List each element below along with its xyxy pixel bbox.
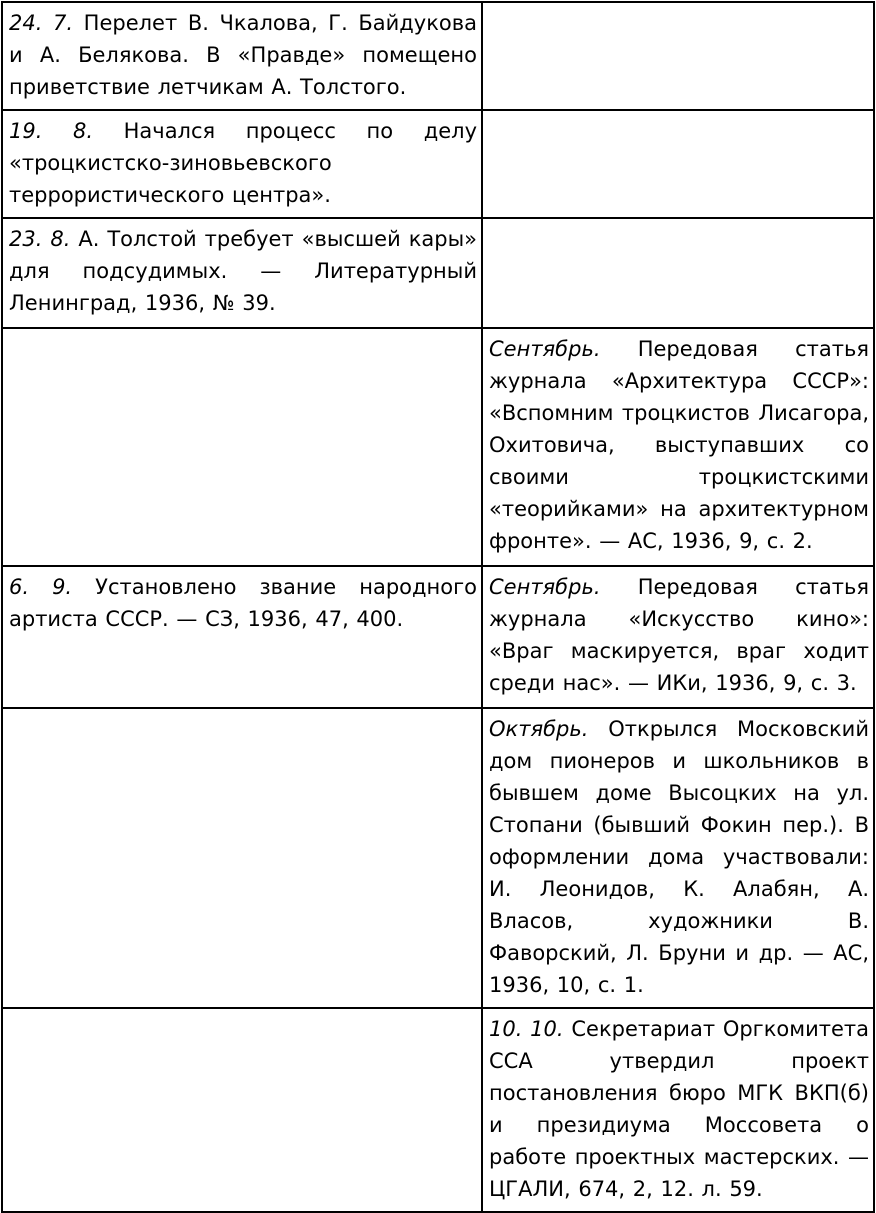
entry-text: Установлено звание народного артиста СССР. — СЗ, 1936, 47, 400. [9,575,477,631]
entry-text: Перелет В. Чкалова, Г. Байдукова и А. Белякова. В «Правде» помещено приветствие летчикам А. Толстого. [9,11,478,99]
table-row [2,218,874,328]
entry-date: Сентябрь. [489,337,601,361]
entry-date: 10. 10. [489,1017,564,1041]
entry-text: Открылся Московский дом пионеров и школьников в бывшем доме Высоцких на ул. Стопани (бывший Фокин пер.). В оформлении дома участвовали: И. Леонидов, К. Алабян, А. Власов, художники В. Фаворский, Л. Бруни и др. — АС, 1936, 10, с. 1. [489,717,869,997]
table-row [2,566,874,708]
right-cell [482,328,874,566]
left-cell [2,110,482,218]
table-row [2,708,874,1008]
entry-text: Передовая статья журнала «Искусство кино»: «Враг маскируется, враг ходит среди нас». — ИКи, 1936, 9, с. 3. [489,575,869,695]
table-row [2,328,874,566]
entry-date: Октябрь. [489,717,589,741]
entry-text: А. Толстой требует «высшей кары» для подсудимых. — Литературный Ленинград, 1936, № 39. [9,227,478,315]
left-cell [2,566,482,708]
table-row [2,110,874,218]
right-cell [482,566,874,708]
left-cell-empty [2,708,482,1008]
left-cell-empty [2,1008,482,1212]
table-row [2,1008,874,1212]
right-cell [482,1008,874,1212]
right-cell-empty [482,2,874,110]
left-cell [2,2,482,110]
entry-text: Начался процесс по делу «троцкистско-зиновьевского террористического центра». [9,119,477,207]
right-cell-empty [482,110,874,218]
entry-text: Секретариат Оргкомитета ССА утвердил проект постановления бюро МГК ВКП(б) и президиума Моссовета о работе проектных мастерских. — ЦГАЛИ, 674, 2, 12. л. 59. [489,1017,869,1201]
entry-date: 24. 7. [9,11,74,35]
entry-date: 23. 8. [9,227,71,251]
right-cell [482,708,874,1008]
left-cell-empty [2,328,482,566]
entry-date: Сентябрь. [489,575,601,599]
table-row [2,2,874,110]
entry-text: Передовая статья журнала «Архитектура СССР»: «Вспомним троцкистов Лисагора, Охитовича, выступавших со своими троцкистскими «теорийками» на архитектурном фронте». — АС, 1936, 9, с. 2. [489,337,869,553]
left-cell [2,218,482,328]
right-cell-empty [482,218,874,328]
entry-date: 6. 9. [9,575,73,599]
chronology-table [1,1,875,1213]
entry-date: 19. 8. [9,119,94,143]
